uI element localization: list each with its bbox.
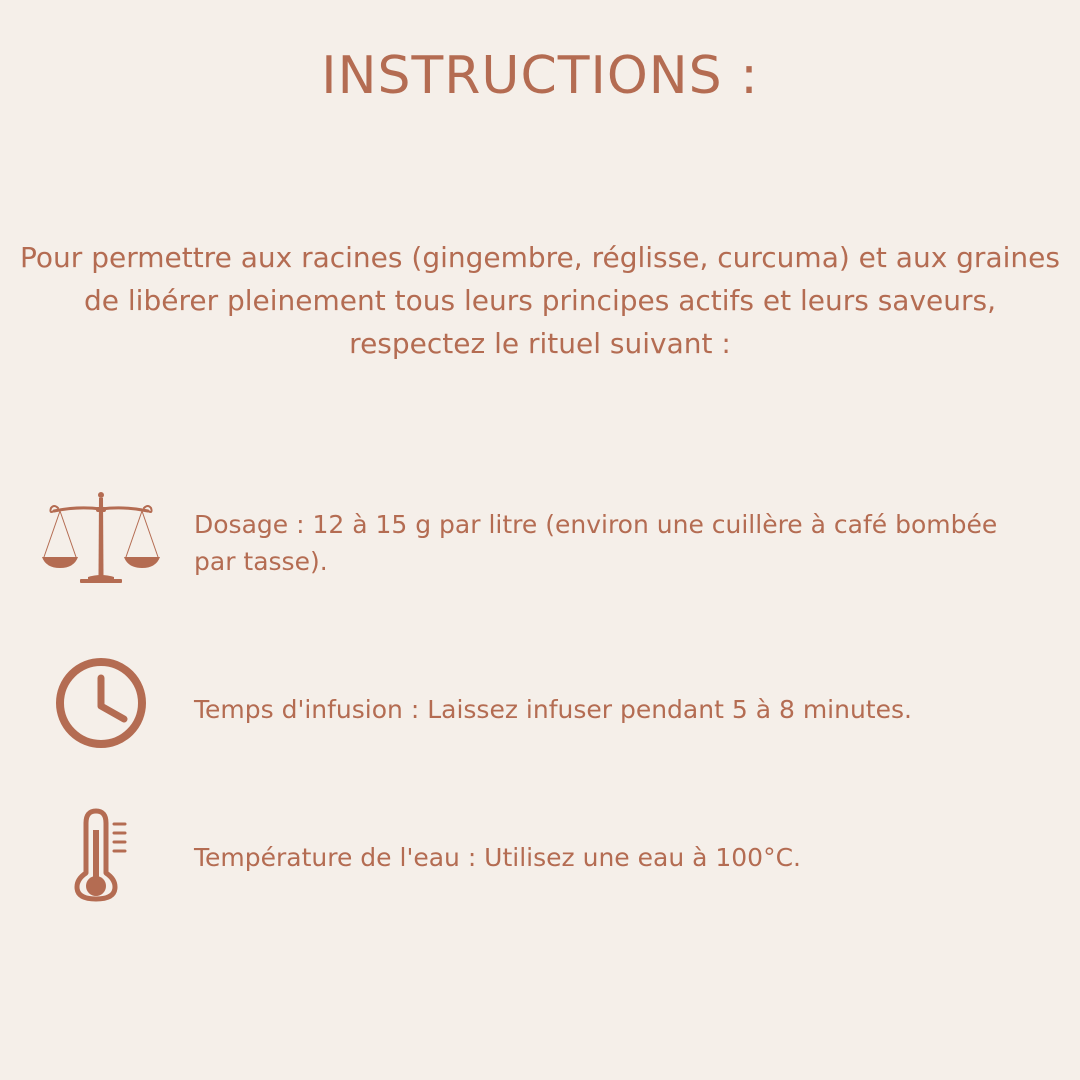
infusion-time-text: Temps d'infusion : Laissez infuser pendant 5 à 8 minutes. [194, 695, 912, 724]
water-temperature-text: Température de l'eau : Utilisez une eau à 100°C. [194, 843, 801, 872]
dosage-text: Dosage : 12 à 15 g par litre (environ une cuillère à café bombée par tasse). [194, 510, 998, 576]
instruction-dosage [0, 490, 1080, 590]
instruction-water-temperature [0, 806, 1080, 906]
thermometer-icon [72, 806, 132, 902]
clock-icon [54, 656, 148, 750]
instruction-infusion-time [0, 656, 1080, 752]
scale-icon [40, 490, 162, 586]
page-title: INSTRUCTIONS : [321, 46, 759, 106]
intro-text: Pour permettre aux racines (gingembre, réglisse, curcuma) et aux graines de libérer pleinement tous leurs principes actifs et leurs saveurs, respectez le rituel suivant : [20, 241, 1060, 360]
